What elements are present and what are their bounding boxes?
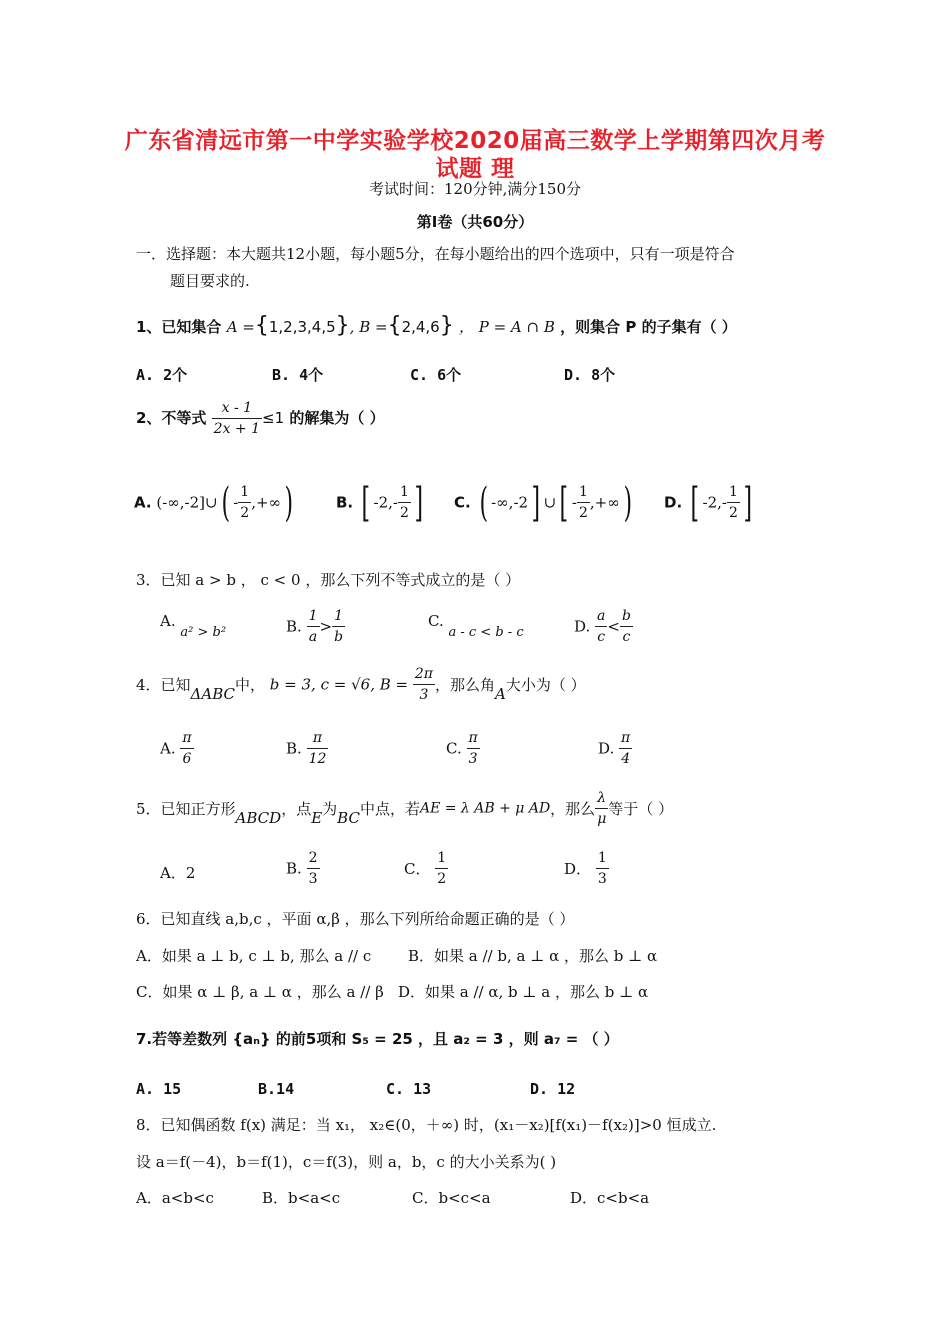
q2-fraction: $\frac{x - 1}{2x + 1}$ [213,400,261,437]
q2-option-b: B. [ -2,- $\frac{1}{2}$ ] [336,479,424,526]
q6-option-d: D．如果 a // α, b ⊥ a ，那么 b ⊥ α [398,983,649,1001]
question-1: 1、已知集合 A ={1,2,3,4,5}, B ={2,4,6} ， P = A ∩ B ，则集合 P 的子集有（ ） [136,313,737,338]
q2-suffix: 的解集为（ ） [289,409,385,427]
q1-option-b: B. 4个 [272,366,324,384]
q1-suffix: ，则集合 P 的子集有（ ） [560,318,737,336]
q3-option-c: C. a - c < b - c [428,612,524,640]
q5-option-b: B. $\frac{2}{3}$ [286,850,318,887]
q5-option-d: D． $\frac{1}{3}$ [564,850,607,887]
question-8-line-1: 8．已知偶函数 f(x) 满足：当 x₁， x₂∈(0，＋∞) 时，(x₁－x₂)[f(x₁)－f(x₂)]>0 恒成立. [136,1116,717,1134]
q3-option-b: B. $\frac{1}{a}$ > $\frac{1}{b}$ [286,608,344,645]
instructions-line-2: 题目要求的. [170,272,250,290]
question-3: 3．已知 a > b ， c < 0 ，那么下列不等式成立的是（ ） [136,571,521,589]
q3-option-d: D. $\frac{a}{c}$ < $\frac{b}{c}$ [574,608,631,645]
title-line-1: 广东省清远市第一中学实验学校2020届高三数学上学期第四次月考 [124,128,826,154]
q4-option-a: A. $\frac{\pi}{6}$ [160,730,192,767]
q5-option-a: A．2 [160,864,196,882]
instructions-line-1: 一．选择题：本大题共12小题，每小题5分，在每小题给出的四个选项中，只有一项是符合 [136,245,735,263]
exam-info: 考试时间：120分钟,满分150分 [368,180,582,198]
q7-option-c: C. 13 [386,1080,432,1098]
q1-p: ， P = A ∩ B [458,318,555,336]
section-heading: 第Ⅰ卷（共60分） [416,213,534,231]
q4-option-c: C. $\frac{\pi}{3}$ [446,730,478,767]
q2-option-c: C. ( -∞,-2] ∪[ - $\frac{1}{2}$ ,+∞) [454,479,632,526]
q7-option-a: A. 15 [136,1080,182,1098]
q1-set-b-items: 2,4,6 [401,318,440,336]
q2-option-a: A. (-∞,-2]∪( - $\frac{1}{2}$ ,+∞) [134,479,294,526]
q4-option-b: B. $\frac{\pi}{12}$ [286,730,327,767]
q6-option-a: A．如果 a ⊥ b, c ⊥ b, 那么 a // c [136,947,372,965]
q3-option-a: A. a² > b² [160,612,227,640]
question-4: 4．已知ΔABC中， b = 3, c = √6, B = $\frac{2\pi}{3}$ ，那么角A大小为（ ） [136,666,586,703]
title-line-2: 试题 理 [435,156,515,182]
q1-option-c: C. 6个 [410,366,462,384]
q1-option-d: D. 8个 [564,366,616,384]
question-8-line-2: 设 a＝f(－4)，b＝f(1)，c＝f(3)，则 a，b，c 的大小关系为( ) [136,1153,557,1171]
q1-set-a: A = [226,318,255,336]
q4-option-d: D. $\frac{\pi}{4}$ [598,730,631,767]
q6-option-b: B．如果 a // b, a ⊥ α ，那么 b ⊥ α [408,947,658,965]
question-6: 6．已知直线 a,b,c ，平面 α,β ，那么下列所给命题正确的是（ ） [136,910,575,928]
q6-option-c: C．如果 α ⊥ β, a ⊥ α ，那么 a // β [136,983,384,1001]
q1-option-a: A. 2个 [136,366,188,384]
question-7: 7.若等差数列 {aₙ} 的前5项和 S₅ = 25 ，且 a₂ = 3 ，则 a₇ = （ ） [136,1030,619,1048]
q8-option-c: C．b<c<a [412,1189,491,1207]
question-5: 5．已知正方形ABCD，点E为BC中点，若AE = λ AB + μ AD，那么 $\frac{\lambda}{\mu}$ 等于（ ） [136,790,674,827]
q2-option-d: D. [ -2,- $\frac{1}{2}$ ] [664,479,753,526]
q8-option-b: B．b<a<c [262,1189,341,1207]
q5-option-c: C． $\frac{1}{2}$ [404,850,447,887]
q8-option-d: D．c<b<a [570,1189,650,1207]
q7-option-d: D. 12 [530,1080,576,1098]
q2-rel: ≤1 [262,409,285,427]
q1-set-a-items: 1,2,3,4,5 [268,318,336,336]
q7-option-b: B.14 [258,1080,295,1098]
q8-option-a: A．a<b<c [136,1189,214,1207]
q2-prefix: 2、不等式 [136,409,207,427]
q1-prefix: 1、已知集合 [136,318,222,336]
question-2 [136,398,385,439]
q1-set-b: , B = [349,318,388,336]
